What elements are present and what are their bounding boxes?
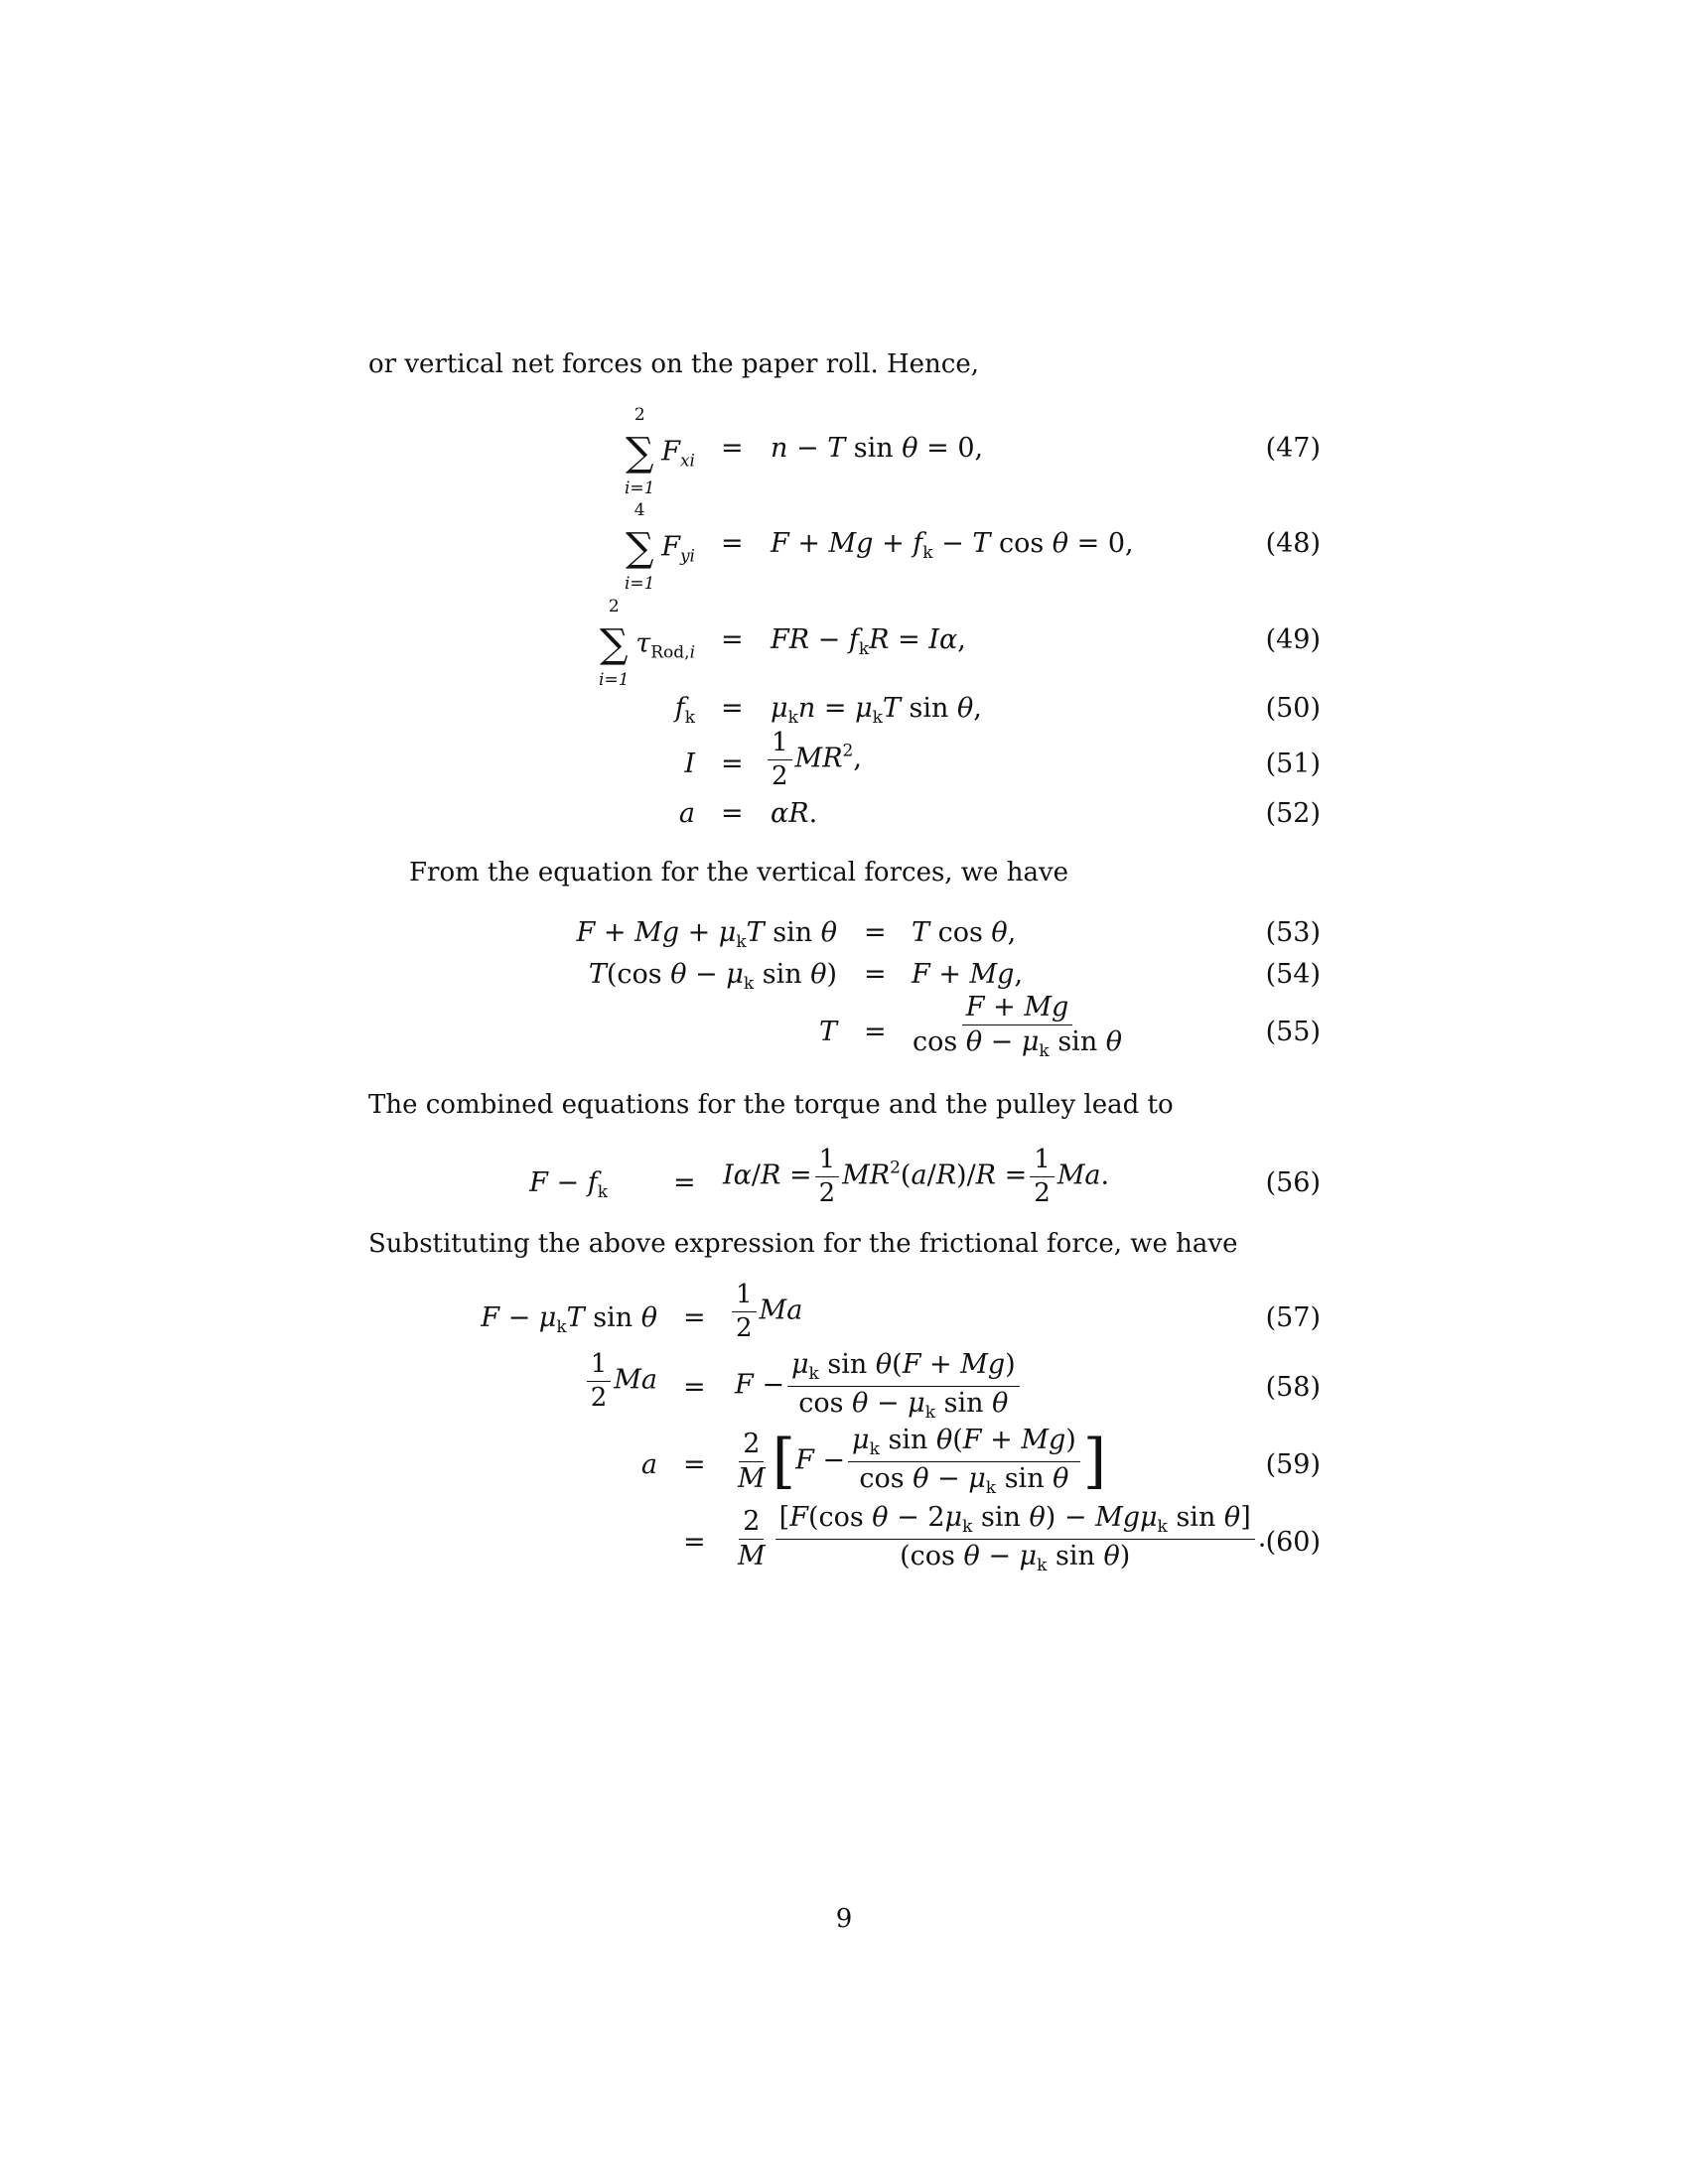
equation-lhs: 2 ∑ i=1 $F_{xi}$ [624,405,695,498]
equation-number: (58) [1265,1372,1321,1403]
equals-sign: = [683,1302,706,1333]
equals-sign: = [721,749,744,779]
equation-lhs: I [684,749,695,779]
equation-rhs: $\frac{1}{2}$ $MR^2$, [765,729,862,790]
equation-lhs: a [640,1449,657,1480]
paragraph-torque-pulley: The combined equations for the torque and the pulley lead to [368,1090,1174,1120]
equation-48 [0,500,1321,594]
equation-49 [0,597,1321,690]
equation-number: (54) [1265,959,1321,990]
equation-number: (53) [1265,917,1321,948]
paragraph-substituting: Substituting the above expression for the frictional force, we have [368,1229,1238,1259]
equation-number: (52) [1265,798,1321,829]
equation-53 [0,917,1321,957]
equation-57 [0,1281,1321,1350]
equation-lhs: 2 ∑ i=1 $\tau_{Rod,i}$ [599,597,695,690]
equation-lhs: 4 ∑ i=1 $F_{yi}$ [624,500,695,594]
equals-sign: = [864,959,887,990]
equation-rhs: $\frac{1}{2}$ Ma [729,1281,802,1342]
equation-rhs: F − $\frac{\mu_k \sin \theta(F + Mg)}{\cos \theta - \mu_k \sin \theta}$ [735,1350,1023,1422]
equation-rhs: $F + Mg + f_k - T$ cos θ = 0, [771,528,1134,563]
equation-number: (59) [1265,1449,1321,1480]
equals-sign: = [721,433,744,464]
equation-number: (47) [1265,433,1321,464]
equation-lhs: $F - \mu_kT$ sin θ [481,1302,657,1337]
equation-55 [0,993,1321,1068]
equation-number: (50) [1265,693,1321,724]
equation-lhs: $F - f_k$ [529,1167,608,1202]
equation-rhs: $\frac{F + Mg}{\cos \theta - \mu_k \sin \theta}$ [913,992,1123,1061]
equals-sign: = [864,1017,887,1047]
paragraph-intro: or vertical net forces on the paper roll. Hence, [368,349,979,379]
equals-sign: = [683,1372,706,1403]
equals-sign: = [721,624,744,655]
equals-sign: = [721,693,744,724]
equation-rhs: n − T sin θ = 0, [771,433,984,464]
equation-rhs: $\frac{2}{M}$ $\frac{[F(\cos \theta - 2\mu_k \sin \theta) - Mg\mu_k \sin \theta]}{(\cos \theta - \mu_k \sin \theta)}$ . [738,1502,1267,1575]
equation-rhs: αR. [771,798,818,829]
equation-lhs: T [818,1017,837,1047]
equation-number: (48) [1265,528,1321,559]
equation-lhs: a [678,798,695,829]
equation-rhs: T cos θ, [912,917,1017,948]
equation-rhs: $\frac{2}{M}$ [F − $\frac{\mu_k \sin \theta(F + Mg)}{\cos \theta - \mu_k \sin \theta}$ ] [738,1425,1107,1498]
equation-lhs: $\frac{1}{2}$ Ma [584,1350,657,1412]
equals-sign: = [683,1527,706,1558]
equation-56 [0,1146,1321,1221]
equation-lhs: $F + Mg + \mu_kT$ sin θ [576,917,837,952]
paragraph-vertical-forces: From the equation for the vertical forces, we have [409,858,1069,887]
equation-number: (57) [1265,1302,1321,1333]
equation-47 [0,405,1321,498]
equation-number: (51) [1265,749,1321,779]
equals-sign: = [673,1167,696,1198]
equation-number: (49) [1265,624,1321,655]
equation-rhs: F + Mg, [912,959,1024,990]
equation-number: (60) [1265,1527,1321,1558]
equation-rhs: $\mu_kn = \mu_kT$ sin θ, [771,693,982,728]
equals-sign: = [721,528,744,559]
equation-60 [0,1503,1321,1578]
equals-sign: = [864,917,887,948]
equation-rhs: FR − $f_kR = I\alpha$, [771,624,966,659]
equation-50 [0,693,1321,733]
equation-lhs: T(cos $\theta - \mu_k$ sin θ) [588,959,837,994]
equation-lhs: $f_k$ [674,693,695,728]
equation-rhs: Iα/R = $\frac{1}{2}$ $MR^2(a/R)/R$ = $\frac{1}{2}$ Ma. [723,1145,1110,1208]
page-number: 9 [835,1904,853,1934]
equation-number: (55) [1265,1017,1321,1047]
equals-sign: = [721,798,744,829]
equation-51 [0,729,1321,798]
equation-number: (56) [1265,1167,1321,1198]
equation-52 [0,798,1321,838]
equation-59 [0,1426,1321,1501]
equation-58 [0,1350,1321,1426]
equals-sign: = [683,1449,706,1480]
